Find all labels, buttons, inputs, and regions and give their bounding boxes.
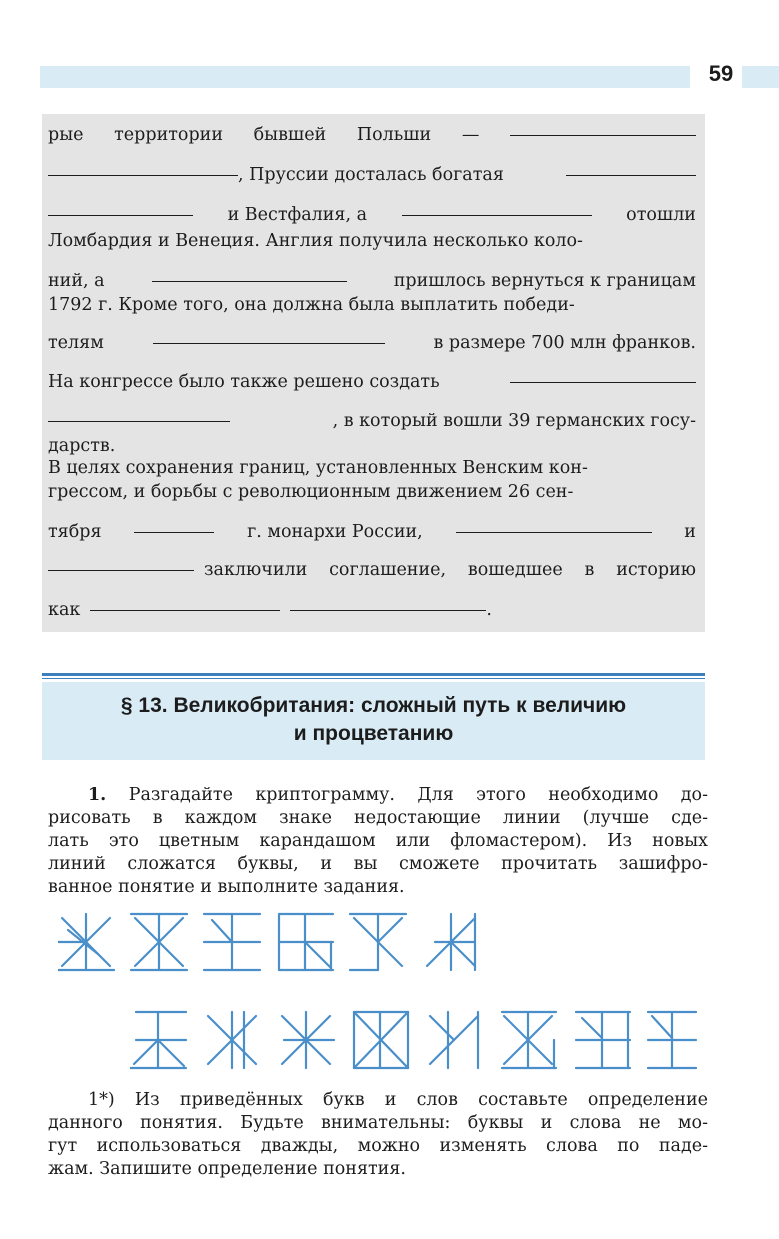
- answer-blank[interactable]: [48, 214, 193, 216]
- page-number: 59: [708, 61, 734, 86]
- task-1-text: 1. Разгадайте криптограмму. Для этого необходимо до- рисовать в каждом знаке недостающие линии (лучше сде- лать это цветным карандашом или фломастером). Из новых линий сложатся буквы, и вы сможете прочитать зашифро- ванное понятие и выполните задания.: [48, 785, 708, 897]
- exercise-line-12: грессом, и борьбы с революционным движением 26 сен-: [48, 482, 574, 502]
- exercise-line-15: как .: [48, 600, 492, 620]
- answer-blank[interactable]: [153, 342, 385, 344]
- cryptogram-glyph: [282, 1012, 334, 1068]
- answer-blank[interactable]: [456, 531, 652, 533]
- answer-blank[interactable]: [48, 420, 230, 422]
- answer-blank[interactable]: [152, 280, 347, 282]
- answer-blank[interactable]: [134, 531, 214, 533]
- cryptogram-glyph: [648, 1012, 696, 1068]
- answer-blank[interactable]: [90, 609, 280, 611]
- exercise-line-9: , в который вошли 39 германских госу-: [48, 406, 696, 436]
- section-title: § 13. Великобритания: сложный путь к величию и процветанию: [120, 694, 627, 745]
- cryptogram-glyph: [427, 914, 475, 970]
- answer-blank[interactable]: [402, 214, 592, 216]
- exercise-line-5: ний, а пришлось вернуться к границам: [48, 271, 696, 291]
- exercise-line-13: тября г. монархи России, и: [48, 522, 696, 542]
- exercise-line-8: На конгрессе было также решено создать: [48, 367, 696, 397]
- exercise-line-14: заключили соглашение, вошедшее в историю: [48, 555, 696, 585]
- exercise-line-2: , Пруссии досталась богатая: [48, 160, 696, 190]
- answer-blank[interactable]: [290, 609, 486, 611]
- exercise-line-1: рые территории бывшей Польши —: [48, 120, 696, 150]
- header-band: [40, 66, 690, 88]
- cryptogram-glyph: [204, 914, 260, 970]
- task-1-star-text: 1*) Из приведённых букв и слов составьте определение данного понятия. Будьте внимательны: буквы и слова не мо- гут использоваться дважды, можно изменять слова по паде- жам. Запишите определение понятия.: [48, 1090, 708, 1179]
- answer-blank[interactable]: [510, 134, 696, 136]
- cryptogram-glyph: [131, 914, 187, 970]
- answer-blank[interactable]: [48, 174, 238, 176]
- exercise-line-6: 1792 г. Кроме того, она должна была выплатить победи-: [48, 295, 575, 315]
- cryptogram-glyph: [430, 1012, 478, 1068]
- cryptogram-row-2: [130, 1010, 700, 1072]
- answer-blank[interactable]: [48, 569, 194, 571]
- cryptogram-glyph: [130, 1012, 186, 1068]
- cryptogram-glyph: [354, 1012, 408, 1068]
- cryptogram-glyph: [208, 1012, 256, 1068]
- cryptogram-glyph: [502, 1012, 556, 1068]
- exercise-line-7: телям в размере 700 млн франков.: [48, 333, 696, 353]
- exercise-line-3: и Вестфалия, а отошли: [48, 200, 696, 230]
- answer-blank[interactable]: [566, 174, 696, 176]
- cryptogram-glyph: [350, 914, 406, 970]
- exercise-line-11: В целях сохранения границ, установленных Венским кон-: [48, 458, 588, 478]
- section-rule-thin: [42, 678, 705, 679]
- cryptogram-glyph: [58, 914, 114, 970]
- header-band-right: [742, 66, 779, 88]
- exercise-line-4: Ломбардия и Венеция. Англия получила несколько коло-: [48, 231, 583, 251]
- cryptogram-row-1: [58, 912, 488, 974]
- answer-blank[interactable]: [510, 381, 696, 383]
- section-rule-thick: [42, 673, 705, 676]
- cryptogram-glyph: [279, 914, 333, 970]
- cryptogram-glyph: [576, 1012, 630, 1068]
- exercise-line-10: дарств.: [48, 436, 116, 456]
